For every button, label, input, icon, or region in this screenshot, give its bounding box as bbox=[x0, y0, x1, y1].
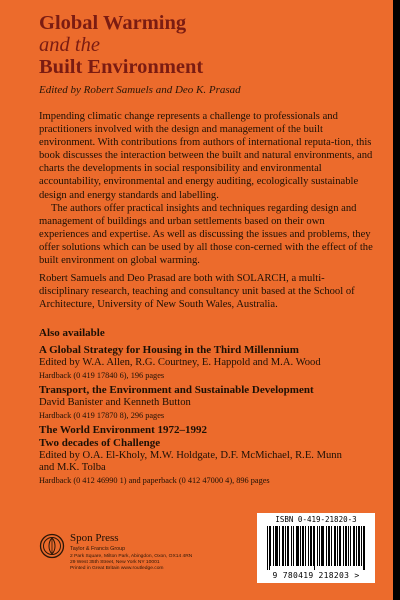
title-line-1: Global Warming bbox=[39, 12, 187, 34]
barcode-bar bbox=[298, 526, 299, 566]
barcode-bar bbox=[345, 526, 346, 566]
barcode-bar bbox=[308, 526, 309, 566]
barcode-bar bbox=[296, 526, 297, 566]
book-entry-2 bbox=[39, 384, 373, 421]
description bbox=[39, 110, 373, 267]
barcode-bar bbox=[300, 526, 301, 566]
barcode-bar bbox=[354, 526, 355, 566]
barcode-bar bbox=[343, 526, 344, 566]
barcode-bar bbox=[269, 526, 270, 570]
barcode-bar bbox=[273, 526, 274, 566]
barcode-bar bbox=[364, 526, 365, 570]
barcode-bar bbox=[319, 526, 320, 566]
barcode-bar bbox=[350, 526, 351, 566]
barcode-bar bbox=[356, 526, 357, 566]
authors-note: Robert Samuels and Deo Prasad are both with SOLARCH, a multi-disciplinary research, teaching and consultancy unit based at the School of Architecture, University of New South Wales, Australia. bbox=[39, 273, 355, 311]
spon-press-logo-icon bbox=[39, 533, 65, 559]
barcode-label bbox=[257, 513, 375, 583]
publisher-name: Spon Press bbox=[70, 532, 119, 544]
barcode-bar bbox=[359, 526, 360, 566]
barcode-bar bbox=[277, 526, 278, 566]
barcode-bar bbox=[340, 526, 341, 566]
barcode-bar bbox=[339, 526, 340, 566]
barcode-bar bbox=[285, 526, 286, 566]
book-1-authors: Edited by W.A. Allen, R.G. Courtney, E. Happold and M.A. Wood bbox=[39, 356, 321, 368]
barcode-bar bbox=[363, 526, 364, 570]
barcode-bar bbox=[321, 526, 322, 566]
barcode-bar bbox=[310, 526, 311, 566]
barcode-icon bbox=[267, 526, 365, 570]
description-paragraph-1: Impending climatic change represents a challenge to professionals and practitioners involved with the design and management of the built environment. With contributions from authors of international reputa-tion, this book discusses the interaction between the built and natural environments, and charts the developments in social responsibility and environmental accountability, environmental and energy auditing, ecologically sustainable design and energy standards and labelling. bbox=[39, 111, 373, 201]
barcode-bar bbox=[303, 526, 304, 566]
book-2-authors: David Banister and Kenneth Button bbox=[39, 396, 191, 408]
ean-digits: 9 780419 218203 bbox=[272, 571, 350, 580]
book-1-title: A Global Strategy for Housing in the Third Millennium bbox=[39, 344, 299, 356]
barcode-bar bbox=[361, 526, 362, 566]
barcode-bar bbox=[317, 526, 318, 566]
barcode-bar bbox=[297, 526, 298, 566]
barcode-bar bbox=[322, 526, 323, 566]
barcode-bar bbox=[348, 526, 349, 566]
publisher-address-3: Printed in Great Britain www.routledge.com bbox=[70, 566, 164, 571]
barcode-bar bbox=[334, 526, 335, 566]
barcode-bar bbox=[293, 526, 294, 566]
barcode-bar bbox=[270, 526, 271, 566]
barcode-bar bbox=[328, 526, 329, 566]
publisher-address-1: 2 Park Square, Milton Park, Abingdon, Oxon, OX14 4RN bbox=[70, 554, 193, 559]
barcode-bar bbox=[311, 526, 312, 566]
book-2-details: Hardback (0 419 17870 8), 296 pages bbox=[39, 410, 165, 420]
barcode-bar bbox=[314, 526, 315, 570]
barcode-bar bbox=[323, 526, 324, 566]
barcode-bar bbox=[346, 526, 347, 566]
book-3-details: Hardback (0 412 46990 1) and paperback (0 412 47000 4), 896 pages bbox=[39, 476, 270, 486]
barcode-bar bbox=[288, 526, 289, 566]
barcode-bar bbox=[337, 526, 338, 566]
barcode-bar bbox=[282, 526, 283, 566]
barcode-bar bbox=[313, 526, 314, 566]
ean-extra: > bbox=[354, 571, 360, 580]
barcode-bar bbox=[329, 526, 330, 566]
book-2-title: Transport, the Environment and Sustainable Development bbox=[39, 384, 314, 396]
publisher-address-2: 29 West 35th Street, New York NY 10001 bbox=[70, 560, 160, 565]
barcode-bar bbox=[305, 526, 306, 566]
barcode-bar bbox=[358, 526, 359, 566]
editors-credit: Edited by Robert Samuels and Deo K. Prasad bbox=[39, 84, 241, 96]
book-3-authors-line-1: Edited by O.A. El-Kholy, M.W. Holdgate, D.F. McMichael, R.E. Munn bbox=[39, 449, 342, 461]
also-available-heading: Also available bbox=[39, 327, 105, 339]
title-line-3: Built Environment bbox=[39, 56, 204, 78]
barcode-bar bbox=[331, 526, 332, 566]
barcode-bar bbox=[283, 526, 284, 566]
barcode-bar bbox=[279, 526, 280, 566]
barcode-bar bbox=[302, 526, 303, 566]
barcode-bar bbox=[275, 526, 276, 566]
barcode-bar bbox=[291, 526, 292, 566]
publisher-tagline: Taylor & Francis Group bbox=[70, 546, 126, 552]
isbn-number: ISBN 0-419-21820-3 bbox=[275, 515, 357, 524]
barcode-bar bbox=[267, 526, 268, 570]
barcode-bar bbox=[276, 526, 277, 566]
barcode-bar bbox=[335, 526, 336, 566]
barcode-bar bbox=[287, 526, 288, 566]
barcode-bar bbox=[326, 526, 327, 566]
book-entry-3 bbox=[39, 424, 373, 487]
book-1-details: Hardback (0 419 17840 6), 196 pages bbox=[39, 370, 165, 380]
description-paragraph-2: The authors offer practical insights and techniques regarding design and management of buildings and urban settlements based on their own experiences and expertise. As well as discussing the issues and problems, they offer solutions which can be used by all those con-cerned with the effect of the built environment on global warming. bbox=[39, 202, 373, 267]
book-3-authors-line-2: and M.K. Tolba bbox=[39, 462, 106, 474]
barcode-bar bbox=[353, 526, 354, 566]
ean-number bbox=[257, 571, 375, 580]
title-line-2: and the bbox=[39, 34, 100, 56]
book-3-title: The World Environment 1972–1992 bbox=[39, 424, 207, 436]
book-3-subtitle: Two decades of Challenge bbox=[39, 436, 161, 449]
book-entry-1 bbox=[39, 344, 373, 381]
